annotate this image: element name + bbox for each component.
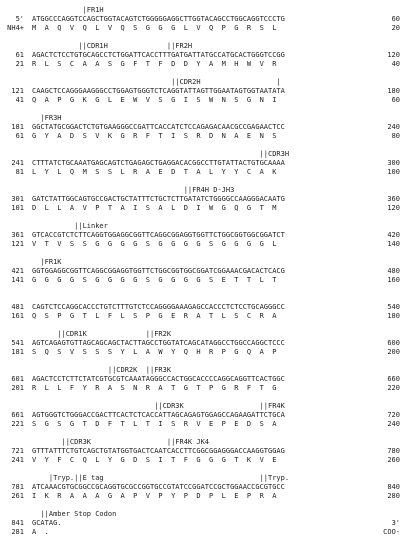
dna-row <box>0 375 408 384</box>
amino-acid-row <box>0 204 408 213</box>
region-annotation-row <box>0 186 408 195</box>
sequence-block <box>0 402 408 429</box>
region-annotation-row <box>0 330 408 339</box>
region-annotation-row <box>0 6 408 15</box>
region-annotation: ||CDR2K ||FR3K <box>32 366 172 374</box>
region-annotation-row <box>0 258 408 267</box>
region-annotation: |FR1K <box>32 258 62 266</box>
region-annotation: ||FR4H D-JH3 <box>32 186 235 194</box>
dna-end-position: 3' <box>391 519 400 527</box>
amino-acid-sequence: I K R A A A G A P V P Y P D P L E P R A <box>32 492 277 500</box>
sequence-block <box>0 186 408 213</box>
region-annotation: ||CDR1H ||FR2H <box>32 42 193 50</box>
aa-end-position: 120 <box>387 204 400 212</box>
amino-acid-sequence: G G G G S G G G G S G G G G S E T T L T <box>32 276 277 284</box>
dna-start-position: 601 <box>11 375 24 383</box>
region-annotation: |FR1H <box>32 6 104 14</box>
region-annotation-row <box>0 150 408 159</box>
region-annotation: ||CDR1K ||FR2K <box>32 330 172 338</box>
dna-sequence: AGACTCTCCTGTGCAGCCTCTGGATTCACCTTTGATGATTATGCCATGCACTGGGTCCGG <box>32 51 285 59</box>
region-annotation-row <box>0 402 408 411</box>
region-annotation: ||CDR2H | <box>32 78 281 86</box>
aa-start-position: 61 <box>15 132 24 140</box>
dna-row <box>0 339 408 348</box>
dna-sequence: CTTTATCTGCAAATGAGCAGTCTGAGAGCTGAGGACACGGCCTTGTATTACTGTGCAAAA <box>32 159 285 167</box>
dna-end-position: 480 <box>387 267 400 275</box>
amino-acid-row <box>0 96 408 105</box>
region-annotation-row <box>0 78 408 87</box>
amino-acid-row <box>0 456 408 465</box>
region-annotation-row <box>0 438 408 447</box>
aa-end-position: 180 <box>387 312 400 320</box>
region-annotation-row <box>0 474 408 483</box>
sequence-block <box>0 6 408 33</box>
amino-acid-sequence: S G S G T D F T L T I S R V E P E D S A <box>32 420 277 428</box>
region-annotation-row <box>0 42 408 51</box>
dna-sequence: GATCTATTGGCAGTGCCGACTGCTATTTCTGCTCTTGATATCTGGGGCCAAGGGACAATG <box>32 195 285 203</box>
amino-acid-sequence: Q S P G T L F L S P G E R A T L S C R A <box>32 312 277 320</box>
sequence-block <box>0 78 408 105</box>
dna-sequence: AGTCAGAGTGTTAGCAGCAGCTACTTAGCCTGGTATCAGCATAGGCCTGGCCAGGCTCCC <box>32 339 285 347</box>
amino-acid-sequence: V Y F C Q L Y G D S I T F G G G T K V E <box>32 456 277 464</box>
dna-row <box>0 303 408 312</box>
aa-end-position: 60 <box>391 96 400 104</box>
sequence-block <box>0 42 408 69</box>
dna-sequence: CAAGCTCCAGGGAAGGGCCTGGAGTGGGTCTCAGGTATTAGTTGGAATAGTGGTAATATA <box>32 87 285 95</box>
aa-end-position: 140 <box>387 240 400 248</box>
dna-start-position: 181 <box>11 123 24 131</box>
dna-start-position: 121 <box>11 87 24 95</box>
dna-start-position: 841 <box>11 519 24 527</box>
aa-start-position: 41 <box>15 96 24 104</box>
dna-end-position: 780 <box>387 447 400 455</box>
amino-acid-row <box>0 348 408 357</box>
aa-end-position: 220 <box>387 384 400 392</box>
dna-end-position: 660 <box>387 375 400 383</box>
dna-sequence: ATGGCCCAGGTCCAGCTGGTACAGTCTGGGGGAGGCTTGGTACAGCCTGGCAGGTCCCTG <box>32 15 285 23</box>
aa-end-position: 200 <box>387 348 400 356</box>
dna-sequence: GGTGGAGGCGGTTCAGGCGGAGGTGGTTCTGGCGGTGGCGGATCGGAAACGACACTCACG <box>32 267 285 275</box>
aa-start-position: 121 <box>11 240 24 248</box>
aa-end-position: 20 <box>391 24 400 32</box>
dna-row <box>0 87 408 96</box>
dna-start-position: 5' <box>15 15 24 23</box>
dna-end-position: 60 <box>391 15 400 23</box>
amino-acid-sequence: R L S C A A S G F T F D D Y A M H W V R <box>32 60 277 68</box>
dna-row <box>0 447 408 456</box>
sequence-block <box>0 114 408 141</box>
aa-end-position: 280 <box>387 492 400 500</box>
amino-acid-row <box>0 168 408 177</box>
dna-end-position: 540 <box>387 303 400 311</box>
amino-acid-sequence: G Y A D S V K G R F T I S R D N A E N S <box>32 132 277 140</box>
aa-end-position: 260 <box>387 456 400 464</box>
dna-start-position: 721 <box>11 447 24 455</box>
amino-acid-row <box>0 60 408 69</box>
dna-row <box>0 195 408 204</box>
dna-start-position: 301 <box>11 195 24 203</box>
region-annotation-row <box>0 114 408 123</box>
region-annotation: ||CDR3H <box>32 150 290 158</box>
dna-start-position: 481 <box>11 303 24 311</box>
dna-sequence: GTCACCGTCTCTTCAGGTGGAGGCGGTTCAGGCGGAGGTGGTTCTGGCGGTGGCGGATCT <box>32 231 285 239</box>
region-annotation-row <box>0 366 408 375</box>
region-annotation: ||Linker <box>32 222 108 230</box>
aa-start-position: 201 <box>11 384 24 392</box>
aa-start-position: 241 <box>11 456 24 464</box>
aa-start-position: 221 <box>11 420 24 428</box>
dna-row <box>0 267 408 276</box>
region-annotation: ||CDR3K ||FR4K <box>32 402 285 410</box>
dna-sequence: CAGTCTCCAGGCACCCTGTCTTTGTCTCCAGGGGAAAGAGCCACCCTCTCCTGCAGGGCC <box>32 303 285 311</box>
amino-acid-row <box>0 528 408 537</box>
amino-acid-sequence: A . <box>32 528 49 536</box>
sequence-block <box>0 510 408 537</box>
region-annotation-row <box>0 222 408 231</box>
dna-end-position: 240 <box>387 123 400 131</box>
dna-row <box>0 15 408 24</box>
region-annotation: |Tryp.||E tag ||Tryp. <box>32 474 290 482</box>
dna-sequence: AGTGGGTCTGGGACCGACTTCACTCTCACCATTAGCAGAGTGGAGCCAGAAGATTCTGCA <box>32 411 285 419</box>
dna-sequence: ATCAAACGTGCGGCCGCAGGTGCGCCGGTGCCGTATCCGGATCCGCTGGAACCGCGTGCC <box>32 483 285 491</box>
amino-acid-row <box>0 24 408 33</box>
aa-end-position: COO- <box>383 528 400 536</box>
dna-row <box>0 411 408 420</box>
aa-start-position: 181 <box>11 348 24 356</box>
aa-start-position: 101 <box>11 204 24 212</box>
sequence-block <box>0 222 408 249</box>
dna-start-position: 241 <box>11 159 24 167</box>
region-annotation: ||Amber Stop Codon <box>32 510 117 518</box>
aa-end-position: 240 <box>387 420 400 428</box>
sequence-block <box>0 150 408 177</box>
region-annotation-row <box>0 510 408 519</box>
aa-end-position: 80 <box>391 132 400 140</box>
region-annotation: |FR3H <box>32 114 62 122</box>
aa-start-position: 141 <box>11 276 24 284</box>
dna-end-position: 720 <box>387 411 400 419</box>
dna-end-position: 180 <box>387 87 400 95</box>
region-annotation-row <box>0 294 408 303</box>
dna-start-position: 361 <box>11 231 24 239</box>
dna-row <box>0 483 408 492</box>
aa-start-position: 21 <box>15 60 24 68</box>
amino-acid-sequence: R L L F Y R A S N R A T G T P G R F T G <box>32 384 277 392</box>
aa-start-position: 81 <box>15 168 24 176</box>
dna-end-position: 300 <box>387 159 400 167</box>
amino-acid-row <box>0 420 408 429</box>
aa-start-position: 281 <box>11 528 24 536</box>
aa-end-position: 40 <box>391 60 400 68</box>
aa-start-position: 161 <box>11 312 24 320</box>
amino-acid-row <box>0 384 408 393</box>
sequence-block <box>0 438 408 465</box>
dna-sequence: AGACTCCTCTTCTATCGTGCGTCAAATAGGGCCACTGGCACCCCAGGCAGGTTCACTGGC <box>32 375 285 383</box>
dna-end-position: 600 <box>387 339 400 347</box>
sequence-block <box>0 258 408 285</box>
amino-acid-row <box>0 492 408 501</box>
dna-row <box>0 51 408 60</box>
amino-acid-sequence: S Q S V S S S Y L A W Y Q H R P G Q A P <box>32 348 277 356</box>
dna-start-position: 541 <box>11 339 24 347</box>
dna-row <box>0 123 408 132</box>
amino-acid-sequence: V T V S S G G G G S G G G G S G G G G L <box>32 240 277 248</box>
amino-acid-sequence: M A Q V Q L V Q S G G G L V Q P G R S L <box>32 24 277 32</box>
sequence-block <box>0 366 408 393</box>
amino-acid-row <box>0 132 408 141</box>
amino-acid-sequence: L Y L Q M S S L R A E D T A L Y Y C A K <box>32 168 277 176</box>
amino-acid-sequence: D L L A V P T A I S A L D I W G Q G T M <box>32 204 277 212</box>
dna-row <box>0 231 408 240</box>
dna-start-position: 61 <box>15 51 24 59</box>
amino-acid-row <box>0 312 408 321</box>
aa-end-position: 160 <box>387 276 400 284</box>
aa-start-position: NH4+ <box>7 24 24 32</box>
dna-start-position: 421 <box>11 267 24 275</box>
dna-sequence: GGCTATGCGGACTCTGTGAAGGGCCGATTCACCATCTCCAGAGACAACGCCGAGAACTCC <box>32 123 285 131</box>
sequence-block <box>0 330 408 357</box>
dna-start-position: 781 <box>11 483 24 491</box>
region-annotation: ||CDR3K ||FR4K JK4 <box>32 438 210 446</box>
amino-acid-sequence: Q A P G K G L E W V S G I S W N S G N I <box>32 96 277 104</box>
sequence-block <box>0 474 408 501</box>
dna-end-position: 120 <box>387 51 400 59</box>
dna-row <box>0 519 408 528</box>
dna-end-position: 360 <box>387 195 400 203</box>
dna-sequence: GCATAG. <box>32 519 62 527</box>
amino-acid-row <box>0 240 408 249</box>
sequence-block <box>0 294 408 321</box>
aa-start-position: 261 <box>11 492 24 500</box>
aa-end-position: 100 <box>387 168 400 176</box>
amino-acid-row <box>0 276 408 285</box>
dna-sequence: GTTTATTTCTGTCAGCTGTATGGTGACTCAATCACCTTCGGCGGAGGGACCAAGGTGGAG <box>32 447 285 455</box>
dna-end-position: 420 <box>387 231 400 239</box>
dna-start-position: 661 <box>11 411 24 419</box>
dna-end-position: 840 <box>387 483 400 491</box>
dna-row <box>0 159 408 168</box>
